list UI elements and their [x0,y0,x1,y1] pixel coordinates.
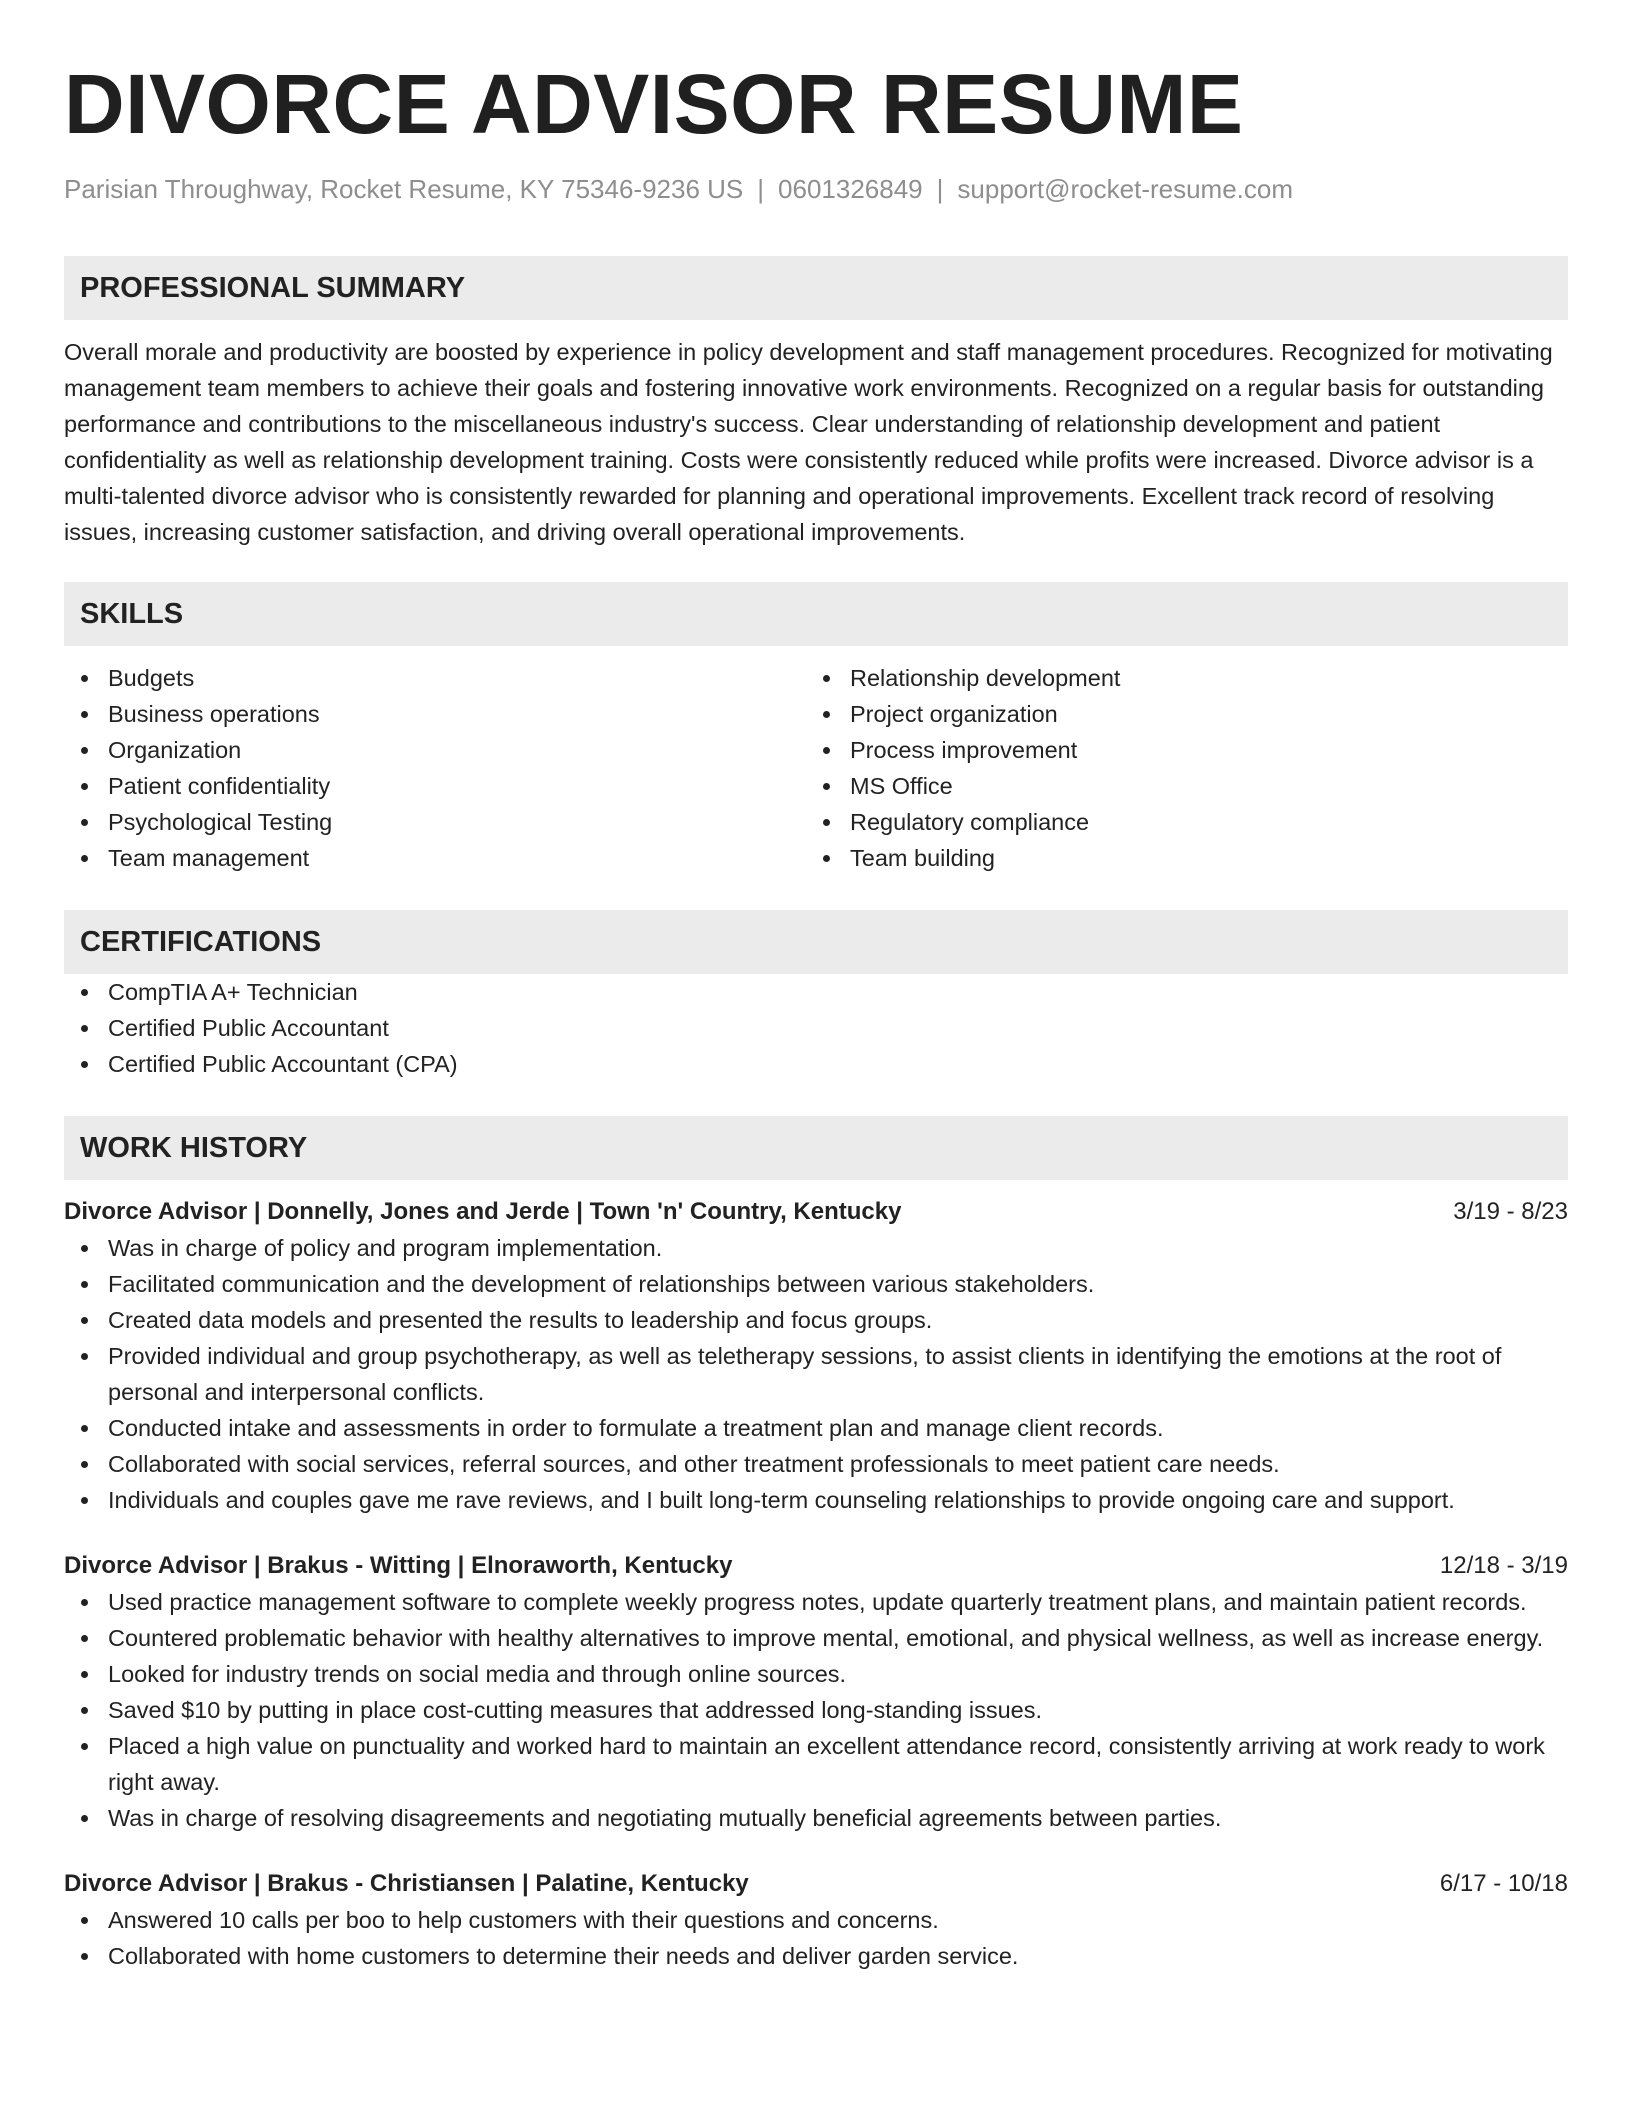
job-bullet: Facilitated communication and the development of relationships between various stakeholders. [64,1266,1568,1302]
job-header [64,1866,1568,1902]
certifications-heading: CERTIFICATIONS [64,910,1568,974]
job-dates: 6/17 - 10/18 [1439,1870,1568,1897]
resume-title: DIVORCE ADVISOR RESUME [64,57,1244,151]
skill-item: Organization [64,732,806,768]
job-entry [64,1548,1568,1836]
skill-item: Budgets [64,660,806,696]
job-title: Divorce Advisor | Donnelly, Jones and Jerde | Town 'n' Country, Kentucky [64,1198,902,1225]
job-bullets [64,1584,1568,1836]
work-history-heading: WORK HISTORY [64,1116,1568,1180]
job-dates: 3/19 - 8/23 [1453,1198,1568,1225]
job-bullet: Collaborated with social services, referral sources, and other treatment professionals to meet patient care needs. [64,1446,1568,1482]
contact-email[interactable]: support@rocket-resume.com [957,174,1294,204]
job-bullet: Provided individual and group psychotherapy, as well as teletherapy sessions, to assist clients in identifying the emotions at the root of personal and interpersonal conflicts. [64,1338,1568,1410]
certification-item: Certified Public Accountant [64,1010,1568,1046]
summary-heading: PROFESSIONAL SUMMARY [64,256,1568,320]
resume-page [64,0,1568,1974]
summary-text: Overall morale and productivity are boosted by experience in policy development and staff management procedures. Recognized for motivating management team members to achieve their goals and fostering innovative work environments. Recognized on a regular basis for outstanding performance and contributions to the miscellaneous industry's success. Clear understanding of relationship development and patient confidentiality as well as relationship development training. Costs were consistently reduced while profits were increased. Divorce advisor is a multi-talented divorce advisor who is consistently rewarded for planning and operational improvements. Excellent track record of resolving issues, increasing customer satisfaction, and driving overall operational improvements. [64,339,1553,545]
skill-item: Patient confidentiality [64,768,806,804]
job-bullet: Answered 10 calls per boo to help customers with their questions and concerns. [64,1902,1568,1938]
job-header [64,1194,1568,1230]
skill-item: Project organization [806,696,1548,732]
job-dates: 12/18 - 3/19 [1439,1552,1568,1579]
contact-phone: 0601326849 [778,174,923,204]
skill-item: Psychological Testing [64,804,806,840]
skill-item: Relationship development [806,660,1548,696]
job-bullet: Was in charge of policy and program implementation. [64,1230,1568,1266]
job-title: Divorce Advisor | Brakus - Christiansen | Palatine, Kentucky [64,1870,749,1897]
skills-list [64,660,1568,876]
contact-separator: | [936,174,944,204]
job-entry [64,1194,1568,1518]
contact-address: Parisian Throughway, Rocket Resume, KY 75346-9236 US [64,174,744,204]
job-bullet: Individuals and couples gave me rave reviews, and I built long-term counseling relationships to provide ongoing care and support. [64,1482,1568,1518]
certification-item: Certified Public Accountant (CPA) [64,1046,1568,1082]
job-bullet: Saved $10 by putting in place cost-cutting measures that addressed long-standing issues. [64,1692,1568,1728]
certifications-list [64,974,1568,1082]
job-bullet: Looked for industry trends on social media and through online sources. [64,1656,1568,1692]
skill-item: MS Office [806,768,1548,804]
job-bullet: Collaborated with home customers to determine their needs and deliver garden service. [64,1938,1568,1974]
skill-item: Team management [64,840,806,876]
skill-item: Team building [806,840,1548,876]
job-entry [64,1866,1568,1974]
job-bullet: Placed a high value on punctuality and worked hard to maintain an excellent attendance record, consistently arriving at work ready to work right away. [64,1728,1568,1800]
skills-column-left [64,660,806,876]
job-title: Divorce Advisor | Brakus - Witting | Elnoraworth, Kentucky [64,1552,733,1579]
certification-item: CompTIA A+ Technician [64,974,1568,1010]
skills-heading: SKILLS [64,582,1568,646]
contact-separator: | [757,174,765,204]
skill-item: Business operations [64,696,806,732]
job-bullet: Used practice management software to complete weekly progress notes, update quarterly treatment plans, and maintain patient records. [64,1584,1568,1620]
job-bullet: Created data models and presented the results to leadership and focus groups. [64,1302,1568,1338]
contact-line [64,172,1568,206]
skill-item: Process improvement [806,732,1548,768]
job-bullet: Countered problematic behavior with healthy alternatives to improve mental, emotional, and physical wellness, as well as increase energy. [64,1620,1568,1656]
job-header [64,1548,1568,1584]
skill-item: Regulatory compliance [806,804,1548,840]
job-bullet: Conducted intake and assessments in order to formulate a treatment plan and manage client records. [64,1410,1568,1446]
job-bullet: Was in charge of resolving disagreements and negotiating mutually beneficial agreements between parties. [64,1800,1568,1836]
job-bullets [64,1230,1568,1518]
job-bullets [64,1902,1568,1974]
skills-column-right [806,660,1548,876]
